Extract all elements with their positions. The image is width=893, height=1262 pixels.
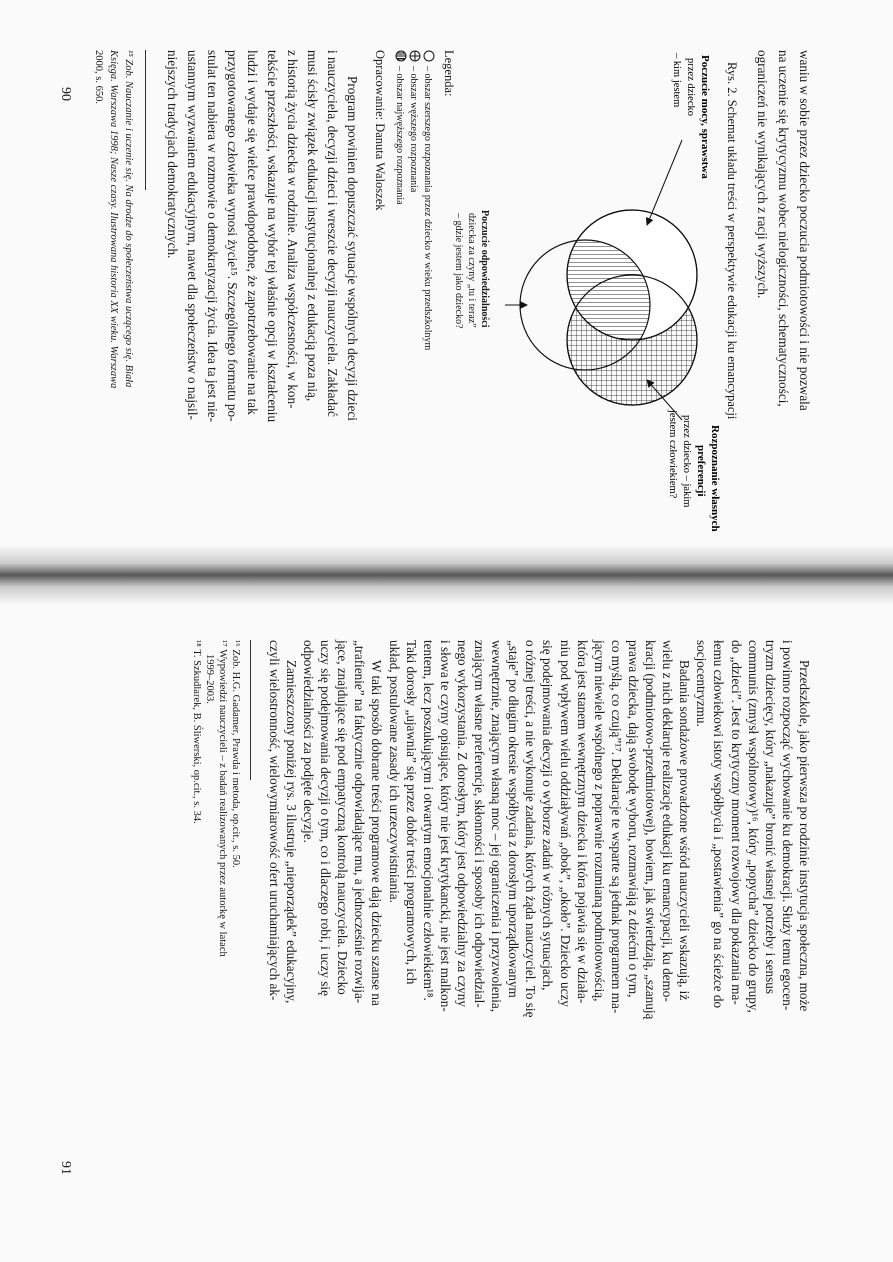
text-line: ograniczeń nie wynikających z racji wyższych. [755, 50, 770, 299]
label-responsibility-line1: dziecka za czyny „tu i teraz” [466, 213, 477, 328]
label-power-line2: – kim jestem [671, 53, 682, 108]
footnote-line: ¹⁵ Zob. Nauczanie i uczenie się. Na drodze do społeczeństwa uczącego się. Biała [123, 50, 134, 388]
label-preferences-title2: preferencji [695, 445, 707, 497]
text-line: Program powinien dopuszczać sytuacje wspólnych decyzji dzieci [345, 76, 360, 421]
text-line: układ, postulowane zasady ich urzeczywistniania. [386, 640, 402, 903]
text-line: W taki sposób dobrane treści programowe dają dziecku szanse na [369, 660, 385, 1006]
text-line: Taki dorosły „ujawnia” się przez dobór treści programowych, ich [403, 640, 419, 985]
label-preferences-line1: przez dziecko – jakim [681, 415, 692, 508]
text-line: niejszych tradycjach demokratycznych. [165, 50, 180, 259]
figure-credit: Opracowanie: Danuta Waloszek [373, 50, 387, 211]
text-line: musi ścisły związek edukacji instytucjonalnej z edukacją poza nią, [305, 50, 320, 402]
footnote-line: Księga. Warszawa 1998; Nasze czasy. Ilustrowana historia XX wieku. Warszawa [108, 50, 119, 389]
text-line: przygotowanego człowieka wynosi życie¹⁵. Szczególnego formatu po- [225, 50, 240, 422]
text-line: „staje” po długim okresie współbycia z dorosłym uporządkowanym [506, 640, 522, 998]
text-line: socjocentryzmu. [694, 640, 710, 727]
footnote-rule [250, 640, 251, 780]
label-preferences-title1: Rozpoznanie własnych [709, 425, 721, 532]
circle-cross-icon [409, 50, 421, 62]
text-line: uczy się podejmowania decyzji o tym, co i dlaczego robi, i uczy się [318, 640, 334, 996]
label-preferences-line2: jestem człowiekiem? [667, 410, 678, 499]
text-line: nego wykorzystania. Z dorosłym, który jest odpowiedzialny za czyny [455, 640, 470, 1007]
text-line: i nauczyciela, decyzji dzieci i wreszcie decyzji nauczyciela. Zakładać [325, 50, 340, 417]
page-number-90: 90 [58, 87, 73, 101]
text-line: jące, znajdujące się pod empatyczną kontrolą nauczyciela. Dziecko [335, 640, 351, 995]
text-line: kracji (podmiotowo-przedmiotowej), bowiem, jak stwierdzają, „szanują [643, 640, 659, 1020]
text-line: wielu z nich deklaruje realizację edukacji ku emancypacji, ku demo- [660, 640, 676, 1002]
text-line: prawa dziecka, dają swobodę wyboru, rozmawiają z dziećmi o tym, [626, 640, 641, 998]
text-line: ludzi i wydaje się wielce prawdopodobne, że zapotrzebowanie na tak [245, 50, 260, 415]
text-line: wewnętrznie, znającym własną moc – jej ograniczenia i przyzwolenia, [489, 640, 505, 1013]
text-line: Przedszkole, jako pierwsza po rodzinie instytucja społeczna, może [797, 660, 812, 1012]
label-power-title: Poczucie mocy, sprawstwa [699, 55, 711, 179]
legend-item [392, 50, 410, 205]
label-responsibility-line2: – gdzie jestem jako dziecko? [453, 213, 464, 329]
text-line: odpowiedzialności za podjęte decyzje. [301, 640, 317, 843]
footnote-line: 2000, s. 650. [93, 50, 104, 104]
page-91 [92, 640, 812, 1200]
venn-diagram [502, 50, 727, 555]
page-number-91: 91 [58, 1161, 73, 1175]
figure-caption: Rys. 2. Schemat układu treści w perspektywie edukacji ku emancypacji [725, 62, 739, 420]
text-line: czyli wielostronność, wielowymiarowość ofert uruchamiających ak- [266, 640, 282, 1001]
text-line: i powinno rozpocząć wychowanie ku demokracji. Służy temu egocen- [779, 640, 795, 1011]
text-line: łemu człowiekowi istoty współbycia i „postawienia” go na ścieżce do [711, 640, 727, 1009]
text-line: tekście przeszłości, wskazuje na wybór tej właśnie opcji w kształceniu [265, 50, 280, 423]
footnote-line: 1999–2003. [203, 654, 215, 704]
text-line: i słowa te czyny opisujące, który nie jest krytykancki, nie jest malkon- [437, 640, 453, 1012]
text-line: z historią życia dziecka w rodzinie. Analiza współczesności, w kon- [285, 50, 300, 409]
footnote-line: ¹⁸ T. Szkudlarek, B. Śliwerski, op.cit., s. 34. [190, 640, 202, 824]
legend-text: – obszar węższego rozpoznania [408, 66, 419, 193]
text-line: na uczenie się krytycyzmu wobec nielogiczności, schematyczności, [776, 50, 791, 407]
legend-title: Legenda: [442, 50, 456, 97]
footnote-rule [145, 50, 146, 190]
text-line: Badania sondażowe prowadzone wśród nauczycieli wskazują, iż [677, 660, 693, 1001]
circle-symbol-icon [423, 50, 435, 62]
text-line: niu pod wpływem wielu oddziaływań „obok”, „około”. Dziecko uczy [557, 640, 573, 1007]
legend-text: – obszar najwęższego rozpoznania [394, 66, 405, 205]
label-responsibility-title: Poczucie odpowiedzialności [479, 210, 490, 328]
footnote-line: ¹⁶ Zob. H.G. Gadamer, Prawda i metoda, op.cit., s. 50. [229, 640, 241, 868]
label-power-line1: przez dziecko [685, 58, 696, 117]
text-line: waniu w sobie przez dziecko poczucia podmiotowości i nie pozwala [797, 50, 812, 411]
legend-text: – obszar szerszego rozpoznania przez dziecko w wieku przedszkolnym [422, 66, 433, 351]
text-line: ustannym wyzwaniem edukacyjnym, nawet dla społeczeństw o najsil- [185, 50, 200, 420]
text-line: co myślą, co czują”¹⁷. Deklaracje te wsparte są jednak programem ma- [608, 640, 624, 1014]
text-line: stulat ten nabiera w rozmowie o demokratyzacji życia. Idea ta jest nie- [205, 50, 220, 423]
circle-hatched-icon [395, 50, 407, 62]
text-line: o różnej treści, a nie wykonuje zadania, których żąda nauczyciel. To się [523, 640, 539, 1018]
text-line: do „dzieci”. Jest to krytyczny moment rozwojowy dla pokazania ma- [728, 640, 744, 1005]
text-line: się podejmowania decyzji o wyborze zadań w różnych sytuacjach, [540, 640, 556, 991]
page-90 [92, 50, 812, 555]
text-line: znającym własne preferencje, skłonności i sposoby ich odpowiedzial- [472, 640, 488, 1008]
text-line: jącym niewiele wspólnego z poprawnie rozumianą podmiotowością, [591, 640, 607, 1002]
text-line: tentem, lecz poszukującym i otwartym emocjonalnie człowiekiem¹⁸. [420, 640, 436, 1001]
text-line: Zamieszczony poniżej rys. 3 ilustruje „nieporządek” edukacyjny, [284, 660, 299, 1004]
footnote-line: ¹⁷ Wypowiedzi nauczycieli – z badań realizowanych przez autorkę w latach [216, 640, 228, 957]
text-line: „trafienie” na faktycznie odpowiadające mu, a jednocześnie rozwija- [352, 640, 368, 1004]
book-fold-shadow [0, 545, 893, 605]
text-line: która jest stanem wewnętrznym dziecka i która pojawia się w działa- [574, 640, 590, 1004]
text-line: communis (zmysł wspólnotowy)¹⁶, który „popycha” dziecko do grupy, [745, 640, 761, 1013]
text-line: tryzm dziecięcy, który „nakazuje” bronić własnej potrzeby i sensus [762, 640, 778, 994]
